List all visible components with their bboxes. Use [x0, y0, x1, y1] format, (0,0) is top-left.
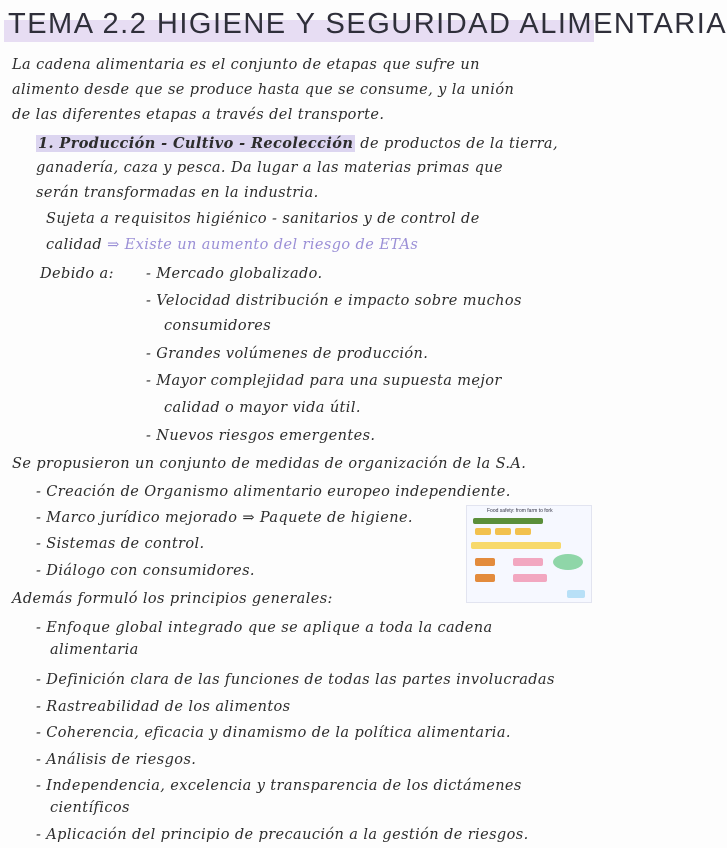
- intro-line-1: La cadena alimentaria es el conjunto de etapas que sufre un: [12, 57, 480, 73]
- diagram-box: [495, 528, 511, 535]
- etas-risk-note: ⇒ Existe un aumento del riesgo de ETAs: [107, 237, 419, 253]
- food-safety-diagram: [466, 505, 592, 603]
- principles-intro: Además formuló los principios generales:: [12, 591, 333, 607]
- measure-item-4: - Diálogo con consumidores.: [36, 563, 255, 579]
- principle-item-3: - Rastreabilidad de los alimentos: [36, 699, 291, 715]
- due-item-2-cont: consumidores: [164, 318, 272, 334]
- subject-line-2-text: calidad: [46, 237, 103, 253]
- diagram-caption: Food safety: from farm to fork: [487, 508, 553, 514]
- principle-item-6: - Independencia, excelencia y transparencia de los dictámenes: [36, 778, 522, 794]
- intro-line-2: alimento desde que se produce hasta que se consume, y la unión: [12, 82, 515, 98]
- measure-item-2: - Marco jurídico mejorado ⇒ Paquete de higiene.: [36, 510, 413, 526]
- principle-item-6-cont: científicos: [50, 800, 130, 816]
- due-item-4: - Mayor complejidad para una supuesta mejor: [146, 373, 502, 389]
- subject-line-2: [46, 237, 418, 253]
- due-item-1: - Mercado globalizado.: [146, 266, 323, 282]
- subject-line-1: Sujeta a requisitos higiénico - sanitarios y de control de: [46, 211, 480, 227]
- diagram-bar: [473, 518, 543, 524]
- section1-line-2: serán transformadas en la industria.: [36, 185, 319, 201]
- diagram-box: [513, 558, 543, 566]
- due-item-4-cont: calidad o mayor vida útil.: [164, 400, 361, 416]
- principle-item-1-cont: alimentaria: [50, 642, 139, 658]
- measure-item-3: - Sistemas de control.: [36, 536, 205, 552]
- principle-item-2: - Definición clara de las funciones de todas las partes involucradas: [36, 672, 555, 688]
- section1-heading-rest: de productos de la tierra,: [360, 136, 558, 152]
- diagram-box: [513, 574, 547, 582]
- page-title: TEMA 2.2 HIGIENE Y SEGURIDAD ALIMENTARIA: [8, 8, 727, 40]
- intro-line-3: de las diferentes etapas a través del transporte.: [12, 107, 385, 123]
- section1-heading-line: [36, 135, 558, 152]
- due-item-5: - Nuevos riesgos emergentes.: [146, 428, 376, 444]
- principle-item-5: - Análisis de riesgos.: [36, 752, 197, 768]
- due-label: Debido a:: [40, 266, 114, 282]
- measures-intro: Se propusieron un conjunto de medidas de organización de la S.A.: [12, 456, 527, 472]
- diagram-bar: [471, 542, 561, 549]
- diagram-box: [567, 590, 585, 598]
- principle-item-7: - Aplicación del principio de precaución a la gestión de riesgos.: [36, 827, 529, 843]
- diagram-box: [515, 528, 531, 535]
- section1-heading: 1. Producción - Cultivo - Recolección: [38, 135, 354, 152]
- diagram-box: [475, 528, 491, 535]
- section1-line-1: ganadería, caza y pesca. Da lugar a las materias primas que: [36, 160, 504, 176]
- diagram-box: [475, 558, 495, 566]
- due-item-3: - Grandes volúmenes de producción.: [146, 346, 429, 362]
- diagram-oval: [553, 554, 583, 570]
- due-item-2: - Velocidad distribución e impacto sobre muchos: [146, 293, 522, 309]
- principle-item-4: - Coherencia, eficacia y dinamismo de la política alimentaria.: [36, 725, 511, 741]
- diagram-box: [475, 574, 495, 582]
- principle-item-1: - Enfoque global integrado que se aplique a toda la cadena: [36, 620, 493, 636]
- measure-item-1: - Creación de Organismo alimentario europeo independiente.: [36, 484, 511, 500]
